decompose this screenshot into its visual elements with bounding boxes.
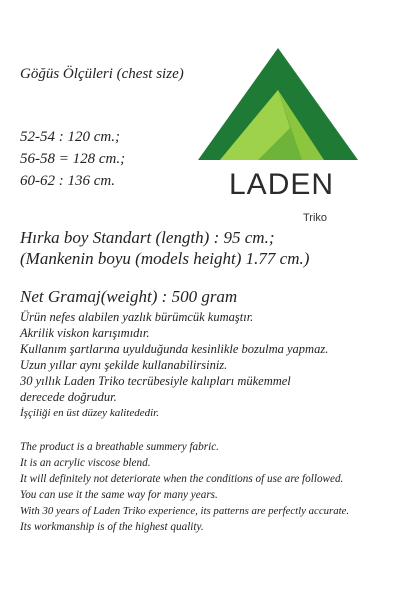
description-line: You can use it the same way for many years. [20, 489, 218, 501]
brand-subtitle: Triko [303, 212, 328, 224]
description-line: Ürün nefes alabilen yazlık bürümcük kumaştır. [20, 310, 254, 324]
description-line: The product is a breathable summery fabric. [20, 441, 219, 453]
description-line: With 30 years of Laden Triko experience, its patterns are perfectly accurate. [20, 505, 350, 517]
triangle-logo-icon [198, 48, 358, 166]
length-info [20, 227, 309, 269]
description-line: derecede doğrudur. [20, 390, 117, 404]
description-line: Uzun yıllar aynı şekilde kullanabilirsiniz. [20, 358, 228, 372]
model-height-line: (Mankenin boyu (models height) 1.77 cm.) [20, 249, 310, 268]
description-line: It will definitely not deteriorate when the conditions of use are followed. [20, 473, 344, 485]
size-line: 56-58 = 128 cm.; [20, 151, 126, 167]
weight-line: Net Gramaj(weight) : 500 gram [20, 287, 238, 306]
size-line: 52-54 : 120 cm.; [20, 129, 120, 145]
description-line: It is an acrylic viscose blend. [20, 457, 151, 469]
chest-size-title-text: Göğüs Ölçüleri (chest size) [20, 66, 184, 82]
english-description [20, 439, 349, 535]
description-line: İşçiliği en üst düzey kalitededir. [20, 407, 159, 419]
description-line: 30 yıllık Laden Triko tecrübesiyle kalıpları mükemmel [20, 374, 291, 388]
turkish-description [20, 309, 328, 421]
description-line: Kullanım şartlarına uyulduğunda kesinlikle bozulma yapmaz. [20, 342, 329, 356]
size-line: 60-62 : 136 cm. [20, 173, 115, 189]
description-line: Akrilik viskon karışımıdır. [20, 326, 150, 340]
weight-info [20, 287, 237, 307]
brand-name: LADEN [229, 168, 335, 201]
chest-sizes-list [20, 126, 125, 192]
chest-size-title [20, 66, 184, 83]
description-line: Its workmanship is of the highest quality. [20, 521, 204, 533]
length-line: Hırka boy Standart (length) : 95 cm.; [20, 228, 275, 247]
